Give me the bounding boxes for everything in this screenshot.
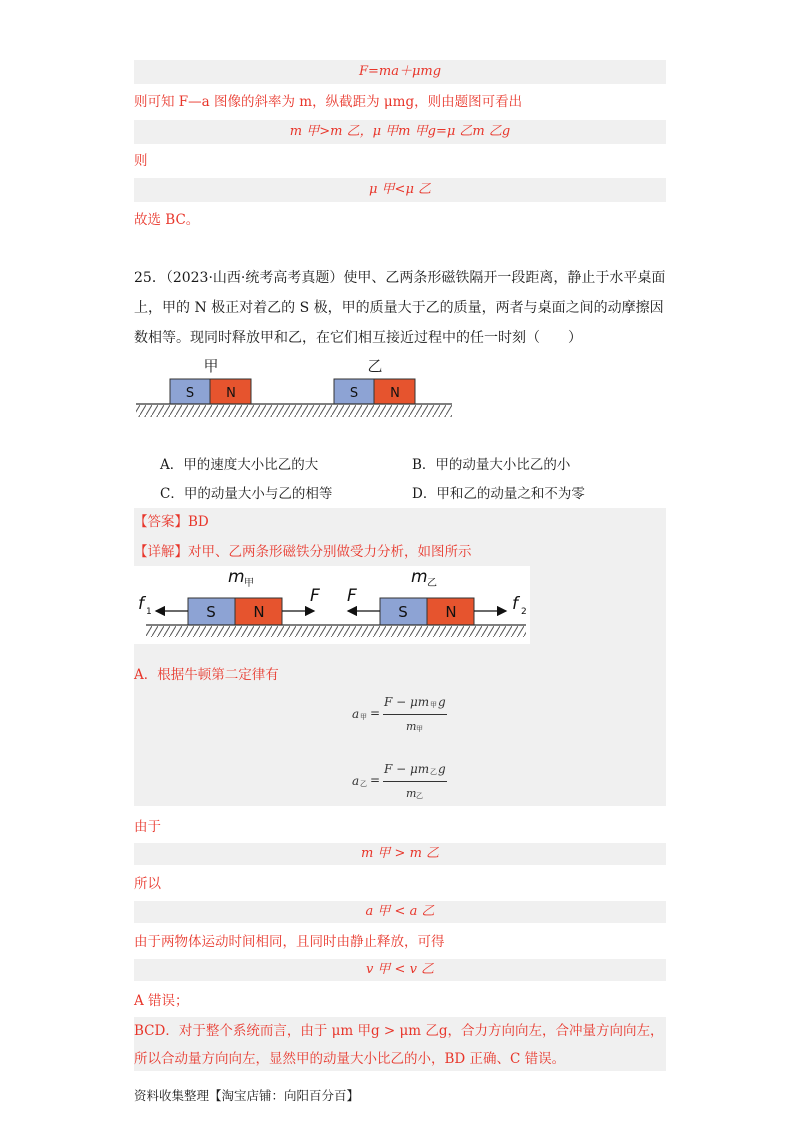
question-line-2: 上，甲的 N 极正对着乙的 S 极，甲的质量大于乙的质量，两者与桌面之间的动摩擦因: [134, 300, 664, 316]
force-magnet-b-n-label: N: [445, 603, 457, 621]
frac1-eq: =: [370, 706, 381, 720]
f1-sub: 1: [146, 607, 152, 617]
mass-a-label: m: [228, 567, 245, 587]
label-jia: 甲: [203, 357, 219, 375]
magnet-a-s-label: S: [185, 386, 195, 401]
bcd-line-1: BCD．对于整个系统而言，由于 μm 甲g > μm 乙g，合力方向向左，合冲量方向向左，: [134, 1023, 664, 1039]
bcd-line-2: 所以合动量方向向左，显然甲的动量大小比乙的小，BD 正确、C 错误。: [134, 1051, 566, 1067]
slope-text: 则可知 F—a 图像的斜率为 m，纵截距为 μmg，则由题图可看出: [134, 94, 523, 110]
frac1-lhs: a: [352, 707, 360, 721]
f2-sub: 2: [521, 607, 527, 617]
equation-a-compare: a 甲 < a 乙: [365, 904, 435, 919]
frac1-num-sub: 甲: [430, 701, 437, 709]
force-magnet-a-n-label: N: [253, 603, 265, 621]
equation-m-compare: m 甲 > m 乙: [360, 846, 440, 861]
force-diagram: [134, 566, 530, 644]
equation-mu: μ 甲<μ 乙: [368, 182, 432, 197]
frac2-den-sub: 乙: [416, 792, 423, 800]
magnet-a-n-label: N: [226, 386, 236, 401]
magnet-b-s-label: S: [349, 386, 359, 401]
equation-v-compare: v 甲 < v 乙: [365, 962, 435, 977]
option-c[interactable]: C．甲的动量大小与乙的相等: [160, 486, 333, 502]
frac1-num: F − μm: [384, 695, 430, 709]
magnet-figure: [134, 355, 454, 425]
fraction-a-yi: [352, 757, 462, 807]
force-magnet-a-s-label: S: [206, 603, 216, 621]
frac2-num: F − μm: [384, 762, 430, 776]
fraction-a-jia: [352, 690, 462, 740]
frac2-lhs-sub: 乙: [360, 780, 367, 788]
mass-b-sub: 乙: [427, 578, 437, 589]
because-text: 由于: [134, 819, 161, 835]
detail-text: 【详解】对甲、乙两条形磁铁分别做受力分析，如图所示: [134, 544, 472, 560]
F-right-label: F: [310, 586, 320, 606]
frac2-den: m: [406, 787, 417, 800]
frac2-lhs: a: [352, 774, 360, 788]
answer-label: 【答案】BD: [134, 514, 209, 530]
frac2-num-sub: 乙: [430, 768, 437, 776]
table-hatch: [136, 405, 452, 417]
equation-mass-friction: m 甲>m 乙，μ 甲m 甲g=μ 乙m 乙g: [289, 124, 511, 139]
option-b[interactable]: B．甲的动量大小比乙的小: [412, 457, 571, 473]
f2-label: f: [512, 594, 518, 614]
a-wrong-text: A 错误；: [134, 993, 189, 1009]
so-text: 所以: [134, 876, 161, 892]
equation-f-ma: F=ma＋μmg: [358, 64, 442, 79]
then-text: 则: [134, 153, 148, 169]
option-a[interactable]: A．甲的速度大小比乙的大: [160, 457, 319, 473]
frac2-eq: =: [370, 773, 381, 787]
force-magnet-b-s-label: S: [398, 603, 408, 621]
a-intro-text: A．根据牛顿第二定律有: [134, 667, 279, 683]
frac1-lhs-sub: 甲: [360, 713, 367, 721]
question-line-3: 数相等。现同时释放甲和乙，在它们相互接近过程中的任一时刻（ ）: [134, 330, 582, 346]
question-line-1: 25．（2023·山西·统考高考真题）使甲、乙两条形磁铁隔开一段距离，静止于水平桌面: [134, 270, 666, 286]
label-yi: 乙: [367, 357, 383, 375]
force-table-hatch: [146, 626, 526, 637]
frac1-num-tail: g: [438, 695, 446, 709]
option-d[interactable]: D．甲和乙的动量之和不为零: [412, 486, 585, 502]
frac2-num-tail: g: [438, 762, 446, 776]
f1-label: f: [138, 594, 144, 614]
F-left-label: F: [347, 586, 357, 606]
magnet-b-n-label: N: [390, 386, 400, 401]
mass-b-label: m: [411, 567, 428, 587]
choice-text: 故选 BC。: [134, 212, 200, 228]
time-text: 由于两物体运动时间相同，且同时由静止释放，可得: [134, 934, 445, 950]
mass-a-sub: 甲: [244, 578, 254, 589]
footer-text: 资料收集整理【淘宝店铺：向阳百分百】: [134, 1088, 360, 1103]
frac1-den: m: [406, 720, 417, 733]
frac1-den-sub: 甲: [416, 725, 423, 733]
